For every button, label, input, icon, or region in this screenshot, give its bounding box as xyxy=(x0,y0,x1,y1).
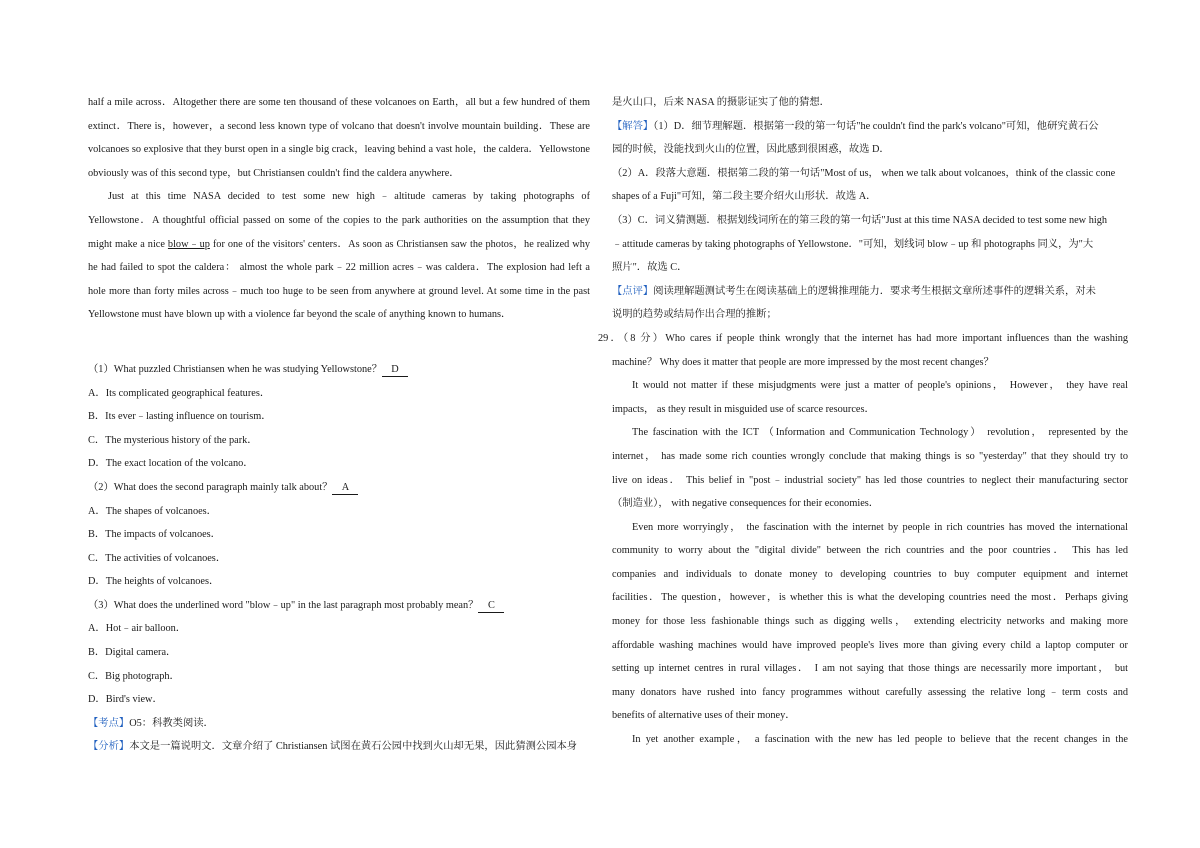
passage-line: impacts， as they result in misguided use of scarce resources． xyxy=(612,403,875,415)
question-text: （1）What puzzled Christiansen when he was studying Yellowstone？ xyxy=(88,363,382,375)
option-item: B．Digital camera． xyxy=(88,647,177,659)
passage-line: he had failed to spot the caldera： almost the whole park﹣22 million acres﹣was caldera．The explosion had left a xyxy=(88,262,590,274)
option-item: C．The activities of volcanoes． xyxy=(88,552,227,564)
passage-line: volcanoes so explosive that they burst open in a single big crack，leaving behind a vast hole，the caldera．Yellowstone xyxy=(88,144,590,156)
jieda-line: （3）C．词义猜测题．根据划线词所在的第三段的第一句话"Just at this time NASA decided to test some new high xyxy=(612,214,1108,226)
passage-line: hole more than forty miles across﹣much too huge to be seen from anywhere at ground level. At some time in the past xyxy=(88,285,590,297)
jieda-line: shapes of a Fuji"可知，第二段主要介绍火山形状．故选 A． xyxy=(612,191,877,203)
passage-line xyxy=(88,233,590,257)
jieda-line: ﹣attitude cameras by taking photographs of Yellowstone．"可知，划线词 blow﹣up 和 photographs 同义，为"大 xyxy=(612,238,1094,250)
answer-blank: A xyxy=(332,482,358,495)
passage-line: The fascination with the ICT （Information and Communication Technology） revolution， represented by the xyxy=(632,427,1128,439)
passage-line: money for those less fashionable things such as digging wells， extending electricity networks and making more xyxy=(612,616,1128,628)
passage-line: Yellowstone．A thoughtful official passed on some of the copies to the park authorities on the assumption that they xyxy=(88,214,590,226)
passage-line: community to worry about the "digital divide" between the rich countries and the poor countries． This has led xyxy=(612,545,1128,557)
jieda-line: 园的时候，没能找到火山的位置，因此感到很困惑，故选 D． xyxy=(612,144,890,156)
passage-line: In yet another example， a fascination with the new has led people to believe that the recent changes in the xyxy=(632,734,1128,746)
kaodian-line xyxy=(88,712,590,736)
passage-line: Yellowstone must have blown up with a violence far beyond the scale of anything known to humans． xyxy=(88,309,512,321)
passage-line: It would not matter if these misjudgments were just a matter of people's opinions， However， they have real xyxy=(632,380,1128,392)
jieda-tag: 【解答】 xyxy=(612,120,654,132)
passage-line: companies and individuals to donate money to developing countries to buy computer equipment and internet xyxy=(612,568,1128,580)
option-item: D．The heights of volcanoes． xyxy=(88,576,220,588)
option-item: B．Its ever﹣lasting influence on tourism． xyxy=(88,411,272,423)
spacer xyxy=(88,327,590,358)
passage-line: extinct．There is，however，a second less known type of volcano that doesn't involve mountain building．These are xyxy=(88,120,590,132)
passage-line: benefits of alternative uses of their money． xyxy=(612,710,796,722)
option-item: D．Bird's view． xyxy=(88,694,163,706)
fenxi-tag: 【分析】 xyxy=(88,741,130,753)
dianping-line xyxy=(612,280,1128,304)
answer-blank: D xyxy=(382,364,408,377)
passage-line: Even more worryingly， the fascination with the internet by people in rich countries has moved the international xyxy=(632,521,1128,533)
passage-line: Just at this time NASA decided to test some new high﹣altitude cameras by taking photographs of xyxy=(108,191,590,203)
question-text: （3）What does the underlined word "blow﹣up" in the last paragraph most probably mean？ xyxy=(88,599,479,611)
option-item: C．Big photograph． xyxy=(88,670,180,682)
right-column xyxy=(598,91,1128,752)
jieda-line: 照片"．故选 C． xyxy=(612,262,688,274)
dianping-text: 阅读理解题测试考生在阅读基础上的逻辑推理能力．要求考生根据文章所述事件的逻辑关系，对未 xyxy=(653,285,1096,297)
passage-line: machine？ Why does it matter that people are more impressed by the most recent changes？ xyxy=(612,356,994,368)
kaodian-text: O5：科教类阅读． xyxy=(129,717,214,729)
fenxi-text: 本文是一篇说明文．文章介绍了 Christiansen 试图在黄石公园中找到火山却无果，因此猜测公园本身 xyxy=(129,741,578,753)
option-item: A．The shapes of volcanoes． xyxy=(88,505,217,517)
passage-line: setting up internet centres in rural villages． I am not saying that those things are necessarily more important， but xyxy=(612,663,1128,675)
answer-blank: C xyxy=(478,600,504,613)
passage-line: half a mile across．Altogether there are some ten thousand of these volcanoes on Earth，all but a few hundred of them xyxy=(88,97,590,108)
question-29-heading: 29．（8 分）Who cares if people think wrongly that the internet has had more important influences than the washing xyxy=(598,332,1128,344)
passage-line: internet， has made some rich counties wrongly conclude that making things is so "yesterday" that they should try to xyxy=(612,450,1128,462)
question-stem xyxy=(88,594,590,618)
jieda-line: （2）A．段落大意题．根据第二段的第一句话"Most of us， when we talk about volcanoes，think of the classic cone xyxy=(612,167,1116,179)
question-text: （2）What does the second paragraph mainly talk about？ xyxy=(88,481,333,493)
left-column xyxy=(88,91,590,759)
fenxi-continued: 是火山口，后来 NASA 的摄影证实了他的猜想． xyxy=(612,97,830,108)
passage-text: might make a nice xyxy=(88,238,168,250)
kaodian-tag: 【考点】 xyxy=(88,717,130,729)
passage-line: （制造业）， with negative consequences for their economies． xyxy=(612,498,880,510)
passage-line: many donators have rushed into fancy programmes without carefully assessing the relative long﹣term costs and xyxy=(612,686,1128,698)
passage-line: facilities．The question，however，is whether this is what the developing countries need the most．Perhaps giving xyxy=(612,592,1128,604)
option-item: D．The exact location of the volcano． xyxy=(88,458,254,470)
fenxi-line xyxy=(88,735,590,759)
dianping-tag: 【点评】 xyxy=(612,285,654,297)
option-item: A．Its complicated geographical features． xyxy=(88,387,271,399)
underlined-word: blow﹣up xyxy=(167,238,210,250)
dianping-line: 说明的趋势或结局作出合理的推断； xyxy=(612,309,777,321)
jieda-text: （1）D．细节理解题．根据第一段的第一句话"he couldn't find the park's volcano"可知，他研究黄石公 xyxy=(653,120,1099,132)
passage-line: live on ideas． This belief in "post﹣industrial society" has led those countries to neglect their manufacturing sector xyxy=(612,474,1128,486)
passage-line: obviously was of this second type，but Christiansen couldn't find the caldera anywhere． xyxy=(88,167,460,179)
option-item: A．Hot﹣air balloon． xyxy=(88,623,187,635)
passage-line: affordable washing machines would have improved people's lives more than giving every child a laptop computer or xyxy=(612,639,1128,651)
question-stem xyxy=(88,476,590,500)
passage-text: for one of the visitors' centers．As soon as Christiansen saw the photos，he realized why xyxy=(209,238,590,250)
option-item: B．The impacts of volcanoes． xyxy=(88,529,221,541)
jieda-line xyxy=(612,115,1128,139)
option-item: C．The mysterious history of the park． xyxy=(88,434,258,446)
question-stem xyxy=(88,358,590,382)
